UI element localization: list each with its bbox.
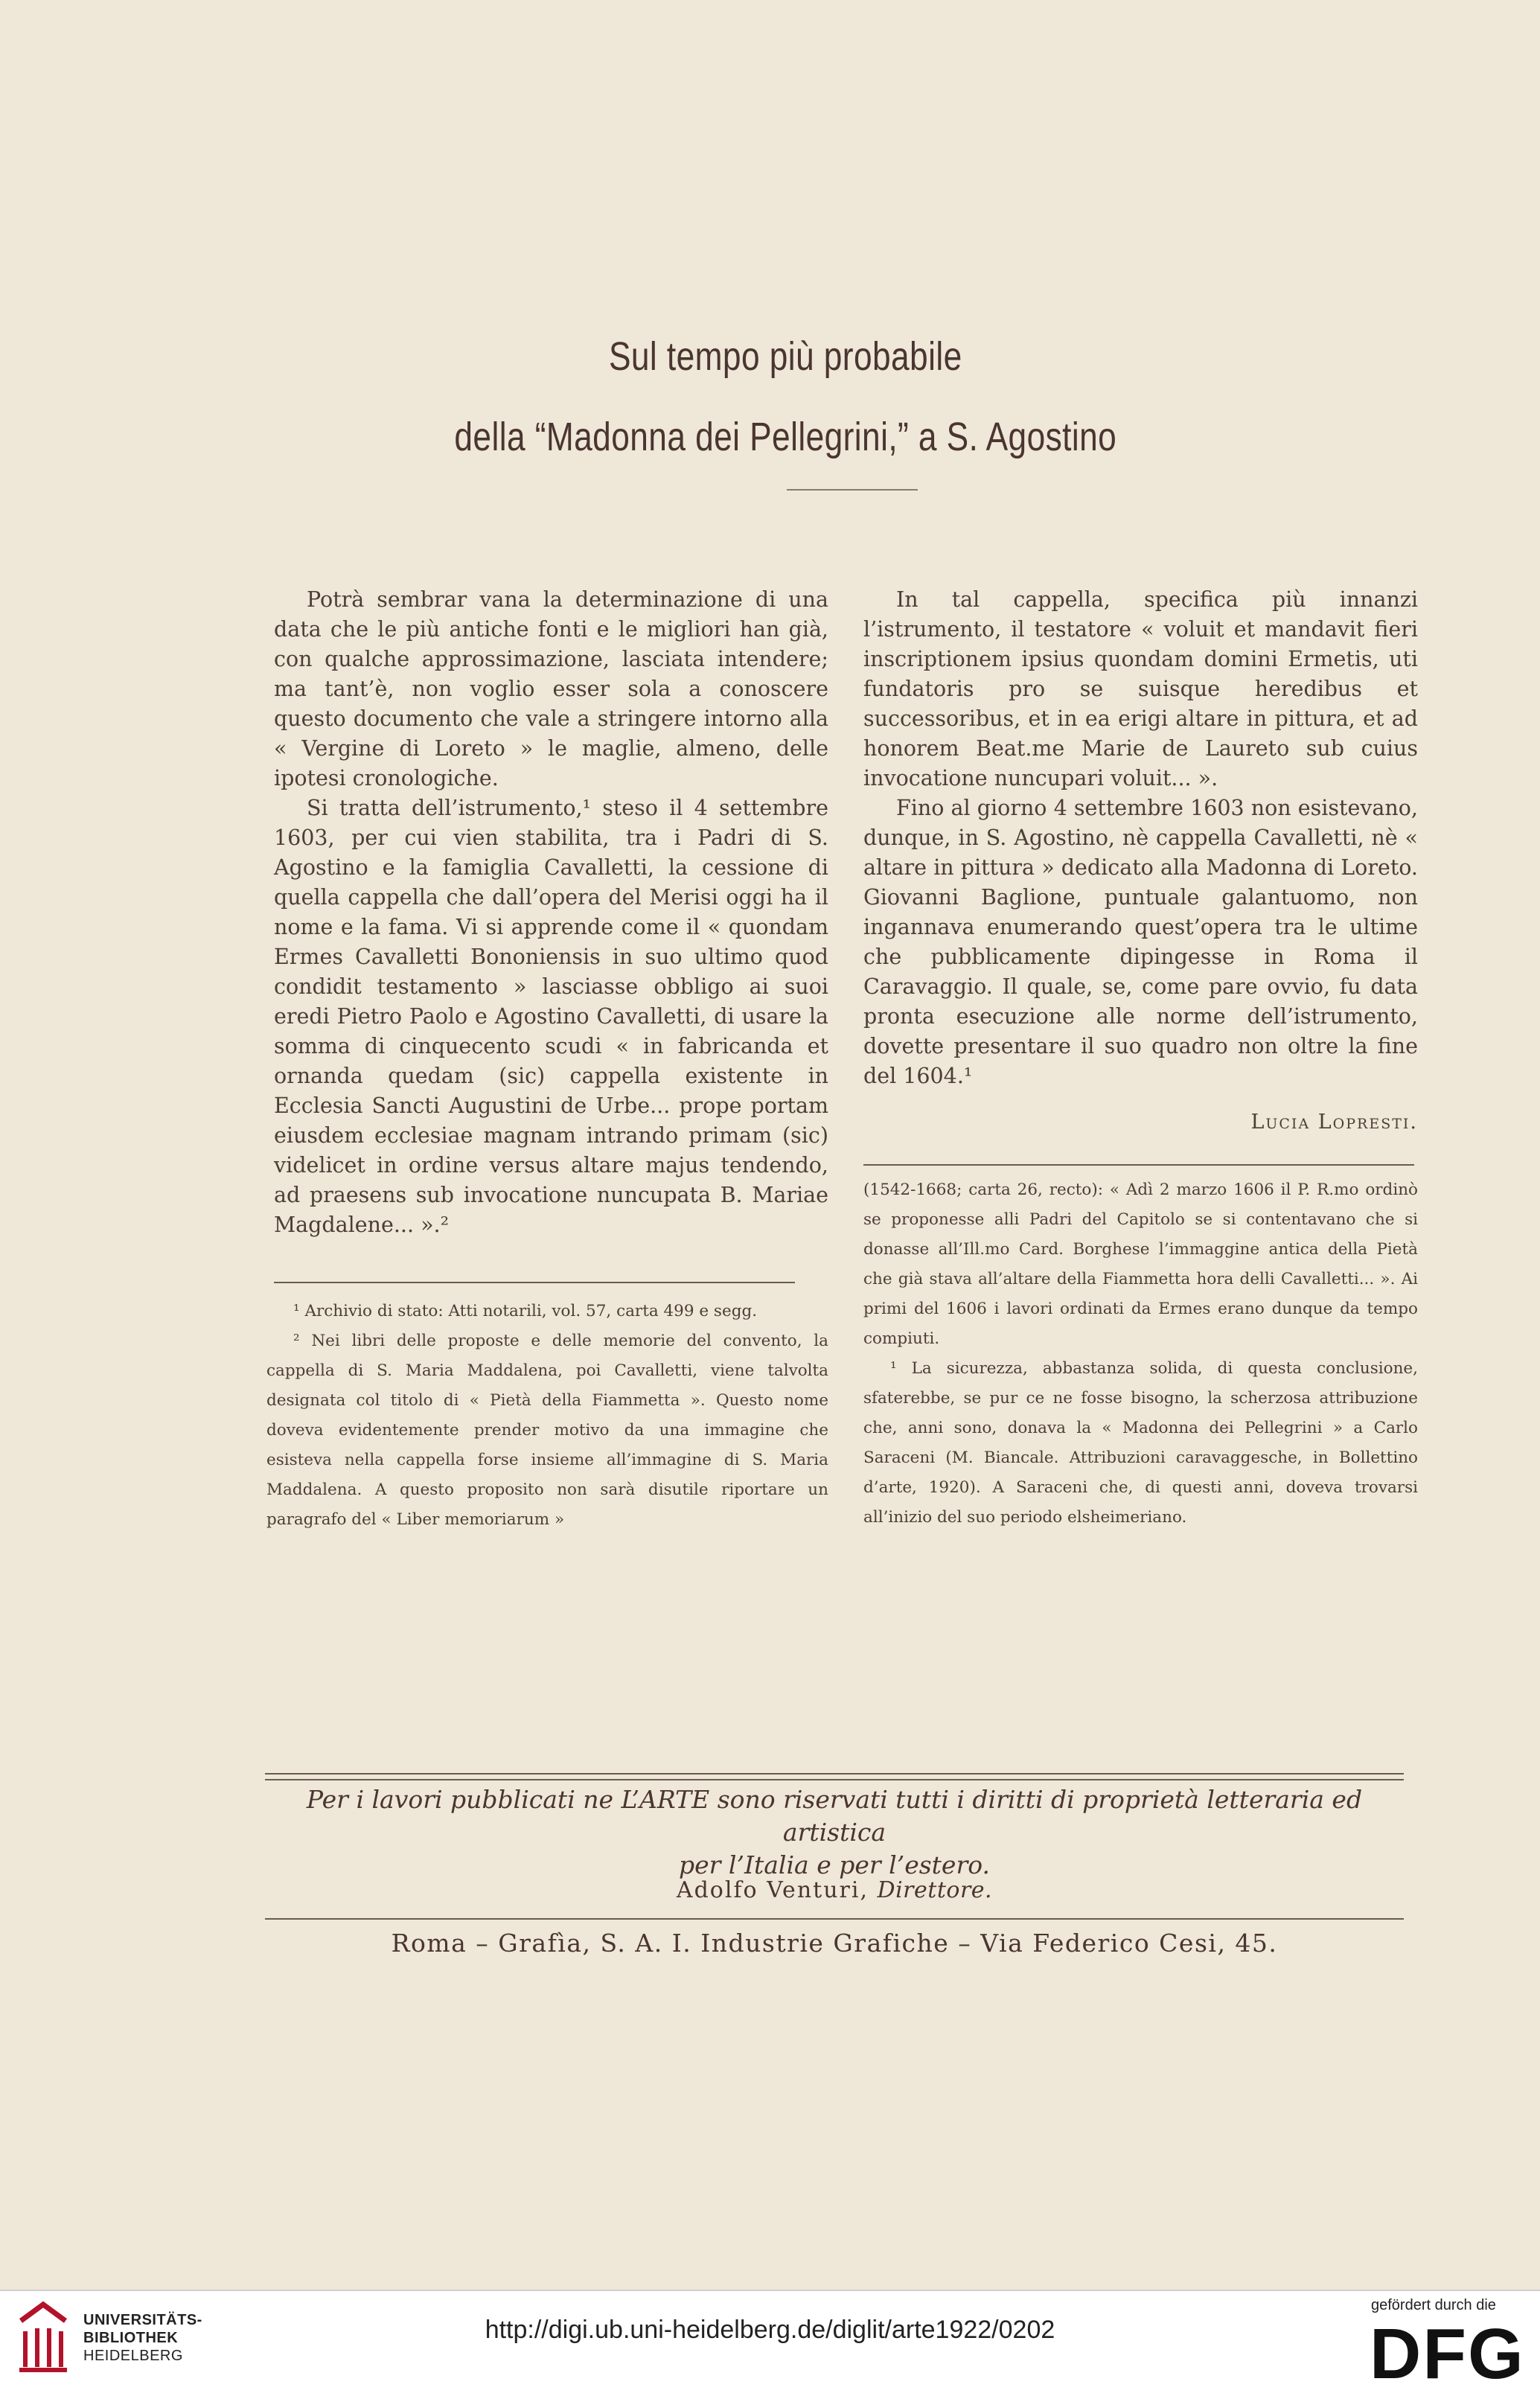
- footnote: ¹ Archivio di stato: Atti notarili, vol. 57, carta 499 e segg.: [293, 1302, 758, 1320]
- footnote: ² Nei libri delle proposte e delle memorie del convento, la cappella di S. Maria Maddalena, poi Cavalletti, viene talvolta designata col titolo di « Pietà della Fiammetta ». Questo nome doveva evidentemente prender motivo da una immagine che esisteva nella cappella forse insieme all’immagine di S. Maria Maddalena. A questo proposito non sarà disutile riportare un paragrafo del « Liber memoriarum »: [266, 1332, 828, 1529]
- rights-line1: Per i lavori pubblicati ne L’ARTE sono riservati tutti i diritti di proprietà letteraria ed artistica: [306, 1785, 1363, 1847]
- editor-role: Direttore.: [877, 1877, 993, 1903]
- dfg-logo[interactable]: DFG: [1370, 2314, 1525, 2394]
- right-paragraph: Fino al giorno 4 settembre 1603 non esistevano, dunque, in S. Agostino, nè cappella Cavalletti, nè « altare in pittura » dedicato alla Madonna di Loreto. Giovanni Baglione, puntuale galantuomo, non ingannava enumerando quest’opera tra le ultime che pubblicamente dipingesse in Roma il Caravaggio. Il quale, se, come pare ovvio, fu data pronta esecuzione alle norme dell’istrumento, dovette presentare il suo quadro non oltre la fine del 1604.¹: [863, 796, 1418, 1088]
- editor-name: Adolfo Venturi,: [676, 1877, 869, 1903]
- editor-line: [265, 1877, 1404, 1903]
- funding-note: gefördert durch die: [1371, 2297, 1496, 2313]
- article-title-line2: della “Madonna dei Pellegrini,” a S. Agostino: [454, 415, 1117, 459]
- footer-bar: [0, 2291, 1540, 2399]
- colophon-double-rule: [265, 1773, 1404, 1780]
- author-signature: Lucia Lopresti.: [1250, 1111, 1418, 1134]
- printer-rule: [265, 1918, 1404, 1920]
- left-paragraph: Potrà sembrar vana la determinazione di una data che le più antiche fonti e le migliori han già, con qualche approssimazione, lasciata intendere; ma tant’è, non voglio esser sola a conoscere questo documento che vale a stringere intorno alla « Vergine di Loreto » le maglie, almeno, delle ipotesi cronologiche.: [274, 587, 828, 790]
- footnote-continuation: (1542-1668; carta 26, recto): « Adì 2 marzo 1606 il P. R.mo ordinò se proponesse alli Padri del Capitolo se si contentavano che si donasse all’Ill.mo Card. Borghese l’immaggine antica della Pietà che già stava all’altare della Fiammetta hora delli Cavalletti... ». Ai primi del 1606 i lavori ordinati da Ermes erano dunque da tempo compiuti.: [863, 1181, 1418, 1348]
- article-title-line1: Sul tempo più probabile: [608, 334, 962, 379]
- footnotes-left: [266, 1297, 828, 1535]
- rights-line2: per l’Italia e per l’estero.: [679, 1850, 990, 1879]
- left-column: [274, 585, 828, 1240]
- library-name-line3: HEIDELBERG: [83, 2348, 183, 2364]
- left-paragraph: Si tratta dell’istrumento,¹ steso il 4 settembre 1603, per cui vien stabilita, tra i Padri di S. Agostino e la famiglia Cavalletti, la cessione di quella cappella che dall’opera del Merisi oggi ha il nome e la fama. Vi si apprende come il « quondam Ermes Cavalletti Bononiensis in suo ultimo quod condidit testamento » lasciasse obbligo ai suoi eredi Pietro Paolo e Agostino Cavalletti, di usare la somma di cinquecento scudi « in fabricanda et ornanda quedam (sic) cappella existente in Ecclesia Sancti Augustini de Urbe... prope portam eiusdem ecclesiae magnam intrando primam (sic) videlicet in ordine versus altare majus tendendo, ad praesens sub invocatione nuncupata B. Mariae Magdalene... ».²: [274, 796, 828, 1237]
- footnote: ¹ La sicurezza, abbastanza solida, di questa conclusione, sfaterebbe, se pur ce ne fosse bisogno, la scherzosa attribuzione che, anni sono, donava la « Madonna dei Pellegrini » a Carlo Saraceni (M. Biancale. Attribuzioni caravaggesche, in Bollettino d’arte, 1920). A Saraceni che, di questi anni, doveva trovarsi all’inizio del suo periodo elsheimeriano.: [863, 1359, 1418, 1527]
- footnote-rule-left: [274, 1282, 795, 1283]
- right-paragraph: In tal cappella, specifica più innanzi l’istrumento, il testatore « voluit et mandavit fieri inscriptionem ipsius quondam domini Ermetis, uti fundatoris pro se suisque heredibus et successoribus, et in ea erigi altare in pittura, et ad honorem Beat.me Marie de Laureto sub cuius invocatione nuncupari voluit... ».: [863, 587, 1418, 790]
- footnotes-right: [863, 1175, 1418, 1533]
- library-name-line1: UNIVERSITÄTS-: [83, 2312, 202, 2328]
- library-name-line2: BIBLIOTHEK: [83, 2330, 179, 2346]
- permalink-url[interactable]: http://digi.ub.uni-heidelberg.de/diglit/arte1922/0202: [485, 2316, 1055, 2344]
- right-column: [863, 585, 1418, 1091]
- footnote-rule-right: [863, 1164, 1414, 1166]
- printer-line: Roma – Grafìa, S. A. I. Industrie Grafiche – Via Federico Cesi, 45.: [391, 1929, 1278, 1958]
- title-separator: [787, 489, 918, 491]
- rights-notice: [265, 1783, 1404, 1882]
